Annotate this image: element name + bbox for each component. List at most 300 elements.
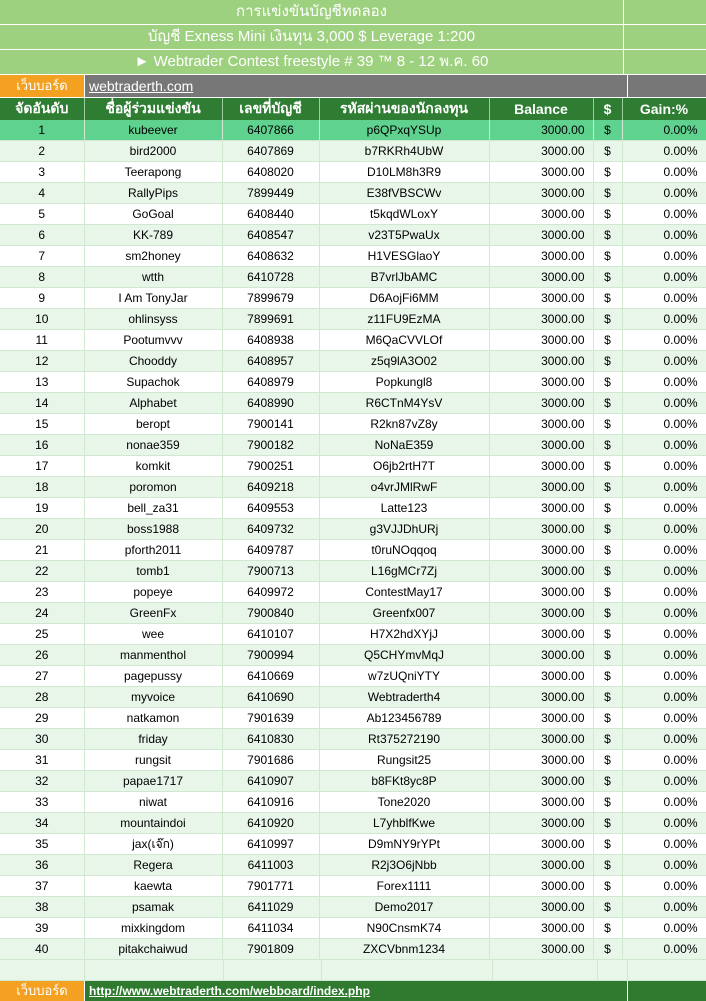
cell-currency[interactable]: $ bbox=[593, 246, 622, 267]
cell-currency[interactable]: $ bbox=[593, 372, 622, 393]
col-password-header[interactable]: รหัสผ่านของนักลงทุน bbox=[319, 98, 489, 120]
cell-balance[interactable]: 3000.00 bbox=[489, 351, 593, 372]
cell-rank[interactable]: 9 bbox=[0, 288, 84, 309]
cell-account[interactable]: 6408440 bbox=[222, 204, 319, 225]
cell-currency[interactable]: $ bbox=[593, 183, 622, 204]
cell-currency[interactable]: $ bbox=[593, 519, 622, 540]
cell-rank[interactable]: 2 bbox=[0, 141, 84, 162]
cell-rank[interactable]: 33 bbox=[0, 792, 84, 813]
cell-gain[interactable]: 0.00% bbox=[622, 477, 706, 498]
cell-password[interactable]: ContestMay17 bbox=[319, 582, 489, 603]
cell-name[interactable]: kubeever bbox=[84, 120, 222, 141]
cell-currency[interactable]: $ bbox=[593, 603, 622, 624]
cell-gain[interactable]: 0.00% bbox=[622, 330, 706, 351]
cell-rank[interactable]: 17 bbox=[0, 456, 84, 477]
cell-account[interactable]: 6410728 bbox=[222, 267, 319, 288]
cell-rank[interactable]: 29 bbox=[0, 708, 84, 729]
cell-password[interactable]: R2kn87vZ8y bbox=[319, 414, 489, 435]
cell-gain[interactable]: 0.00% bbox=[622, 456, 706, 477]
cell-gain[interactable]: 0.00% bbox=[622, 372, 706, 393]
cell-balance[interactable]: 3000.00 bbox=[489, 162, 593, 183]
cell-name[interactable]: wee bbox=[84, 624, 222, 645]
table-row[interactable] bbox=[0, 141, 706, 162]
cell-gain[interactable]: 0.00% bbox=[622, 309, 706, 330]
table-row[interactable] bbox=[0, 645, 706, 666]
cell-currency[interactable]: $ bbox=[593, 708, 622, 729]
cell-currency[interactable]: $ bbox=[593, 120, 622, 141]
cell-balance[interactable]: 3000.00 bbox=[489, 603, 593, 624]
col-rank-header[interactable]: จัดอันดับ bbox=[0, 98, 84, 120]
cell-gain[interactable]: 0.00% bbox=[622, 750, 706, 771]
cell-gain[interactable]: 0.00% bbox=[622, 498, 706, 519]
cell-currency[interactable]: $ bbox=[593, 225, 622, 246]
cell-balance[interactable]: 3000.00 bbox=[489, 666, 593, 687]
cell-balance[interactable]: 3000.00 bbox=[489, 918, 593, 939]
cell-account[interactable]: 6407869 bbox=[222, 141, 319, 162]
cell-currency[interactable]: $ bbox=[593, 666, 622, 687]
cell-name[interactable]: I Am TonyJar bbox=[84, 288, 222, 309]
cell-account[interactable]: 6407866 bbox=[222, 120, 319, 141]
cell-rank[interactable]: 16 bbox=[0, 435, 84, 456]
cell-name[interactable]: poromon bbox=[84, 477, 222, 498]
cell-currency[interactable]: $ bbox=[593, 414, 622, 435]
cell-gain[interactable]: 0.00% bbox=[622, 204, 706, 225]
table-row[interactable] bbox=[0, 162, 706, 183]
cell-currency[interactable]: $ bbox=[593, 645, 622, 666]
cell-rank[interactable]: 13 bbox=[0, 372, 84, 393]
table-row[interactable] bbox=[0, 666, 706, 687]
cell-rank[interactable]: 24 bbox=[0, 603, 84, 624]
cell-password[interactable]: E38fVBSCWv bbox=[319, 183, 489, 204]
cell-rank[interactable]: 38 bbox=[0, 897, 84, 918]
cell-password[interactable]: D10LM8h3R9 bbox=[319, 162, 489, 183]
cell-gain[interactable]: 0.00% bbox=[622, 603, 706, 624]
cell-rank[interactable]: 14 bbox=[0, 393, 84, 414]
cell-account[interactable]: 7900251 bbox=[222, 456, 319, 477]
cell-rank[interactable]: 36 bbox=[0, 855, 84, 876]
cell-name[interactable]: tomb1 bbox=[84, 561, 222, 582]
cell-gain[interactable]: 0.00% bbox=[622, 120, 706, 141]
table-row[interactable] bbox=[0, 918, 706, 939]
cell-gain[interactable]: 0.00% bbox=[622, 645, 706, 666]
table-row[interactable] bbox=[0, 792, 706, 813]
cell-rank[interactable]: 6 bbox=[0, 225, 84, 246]
cell-rank[interactable]: 27 bbox=[0, 666, 84, 687]
cell-balance[interactable]: 3000.00 bbox=[489, 729, 593, 750]
cell-rank[interactable]: 11 bbox=[0, 330, 84, 351]
cell-currency[interactable]: $ bbox=[593, 897, 622, 918]
cell-rank[interactable]: 5 bbox=[0, 204, 84, 225]
cell-currency[interactable]: $ bbox=[593, 456, 622, 477]
cell-rank[interactable]: 34 bbox=[0, 813, 84, 834]
cell-rank[interactable]: 3 bbox=[0, 162, 84, 183]
table-row[interactable] bbox=[0, 288, 706, 309]
cell-password[interactable]: R6CTnM4YsV bbox=[319, 393, 489, 414]
cell-password[interactable]: Rt375272190 bbox=[319, 729, 489, 750]
cell-account[interactable]: 6410830 bbox=[222, 729, 319, 750]
cell-name[interactable]: beropt bbox=[84, 414, 222, 435]
cell-rank[interactable]: 26 bbox=[0, 645, 84, 666]
cell-rank[interactable]: 7 bbox=[0, 246, 84, 267]
cell-balance[interactable]: 3000.00 bbox=[489, 519, 593, 540]
cell-currency[interactable]: $ bbox=[593, 939, 622, 960]
cell-balance[interactable]: 3000.00 bbox=[489, 561, 593, 582]
cell-account[interactable]: 6408020 bbox=[222, 162, 319, 183]
cell-gain[interactable]: 0.00% bbox=[622, 939, 706, 960]
cell-password[interactable]: D6AojFi6MM bbox=[319, 288, 489, 309]
table-row[interactable] bbox=[0, 351, 706, 372]
cell-gain[interactable]: 0.00% bbox=[622, 561, 706, 582]
table-row[interactable] bbox=[0, 456, 706, 477]
col-account-header[interactable]: เลขที่บัญชี bbox=[222, 98, 319, 120]
cell-account[interactable]: 7901809 bbox=[222, 939, 319, 960]
cell-name[interactable]: sm2honey bbox=[84, 246, 222, 267]
table-row[interactable] bbox=[0, 834, 706, 855]
cell-account[interactable]: 7900182 bbox=[222, 435, 319, 456]
cell-balance[interactable]: 3000.00 bbox=[489, 246, 593, 267]
cell-gain[interactable]: 0.00% bbox=[622, 687, 706, 708]
cell-name[interactable]: psamak bbox=[84, 897, 222, 918]
cell-balance[interactable]: 3000.00 bbox=[489, 645, 593, 666]
cell-balance[interactable]: 3000.00 bbox=[489, 225, 593, 246]
cell-account[interactable]: 7900840 bbox=[222, 603, 319, 624]
cell-rank[interactable]: 22 bbox=[0, 561, 84, 582]
cell-name[interactable]: papae1717 bbox=[84, 771, 222, 792]
cell-name[interactable]: Regera bbox=[84, 855, 222, 876]
cell-rank[interactable]: 8 bbox=[0, 267, 84, 288]
table-row[interactable] bbox=[0, 876, 706, 897]
cell-password[interactable]: L16gMCr7Zj bbox=[319, 561, 489, 582]
cell-rank[interactable]: 35 bbox=[0, 834, 84, 855]
cell-account[interactable]: 6410916 bbox=[222, 792, 319, 813]
cell-name[interactable]: jax(เจ๊ก) bbox=[84, 834, 222, 855]
col-balance-header[interactable]: Balance bbox=[489, 98, 593, 120]
cell-account[interactable]: 7901771 bbox=[222, 876, 319, 897]
cell-rank[interactable]: 30 bbox=[0, 729, 84, 750]
cell-currency[interactable]: $ bbox=[593, 876, 622, 897]
cell-currency[interactable]: $ bbox=[593, 288, 622, 309]
cell-password[interactable]: ZXCVbnm1234 bbox=[319, 939, 489, 960]
table-row[interactable] bbox=[0, 687, 706, 708]
cell-account[interactable]: 6411003 bbox=[222, 855, 319, 876]
cell-name[interactable]: Teerapong bbox=[84, 162, 222, 183]
cell-password[interactable]: Q5CHYmvMqJ bbox=[319, 645, 489, 666]
cell-gain[interactable]: 0.00% bbox=[622, 246, 706, 267]
cell-account[interactable]: 6408979 bbox=[222, 372, 319, 393]
cell-currency[interactable]: $ bbox=[593, 267, 622, 288]
table-row[interactable] bbox=[0, 519, 706, 540]
cell-name[interactable]: pforth2011 bbox=[84, 540, 222, 561]
cell-account[interactable]: 6410690 bbox=[222, 687, 319, 708]
cell-name[interactable]: rungsit bbox=[84, 750, 222, 771]
cell-currency[interactable]: $ bbox=[593, 855, 622, 876]
cell-name[interactable]: mixkingdom bbox=[84, 918, 222, 939]
cell-rank[interactable]: 37 bbox=[0, 876, 84, 897]
cell-balance[interactable]: 3000.00 bbox=[489, 834, 593, 855]
cell-password[interactable]: M6QaCVVLOf bbox=[319, 330, 489, 351]
cell-gain[interactable]: 0.00% bbox=[622, 897, 706, 918]
cell-name[interactable]: manmenthol bbox=[84, 645, 222, 666]
cell-rank[interactable]: 25 bbox=[0, 624, 84, 645]
cell-account[interactable]: 7900141 bbox=[222, 414, 319, 435]
cell-currency[interactable]: $ bbox=[593, 729, 622, 750]
cell-account[interactable]: 6408547 bbox=[222, 225, 319, 246]
cell-rank[interactable]: 19 bbox=[0, 498, 84, 519]
cell-gain[interactable]: 0.00% bbox=[622, 225, 706, 246]
cell-name[interactable]: RallyPips bbox=[84, 183, 222, 204]
cell-password[interactable]: B7vrlJbAMC bbox=[319, 267, 489, 288]
footer-webboard-link[interactable]: http://www.webtraderth.com/webboard/index.php bbox=[85, 981, 628, 1001]
cell-gain[interactable]: 0.00% bbox=[622, 666, 706, 687]
cell-account[interactable]: 6411034 bbox=[222, 918, 319, 939]
cell-account[interactable]: 7899691 bbox=[222, 309, 319, 330]
cell-rank[interactable]: 21 bbox=[0, 540, 84, 561]
cell-password[interactable]: v23T5PwaUx bbox=[319, 225, 489, 246]
cell-balance[interactable]: 3000.00 bbox=[489, 288, 593, 309]
cell-currency[interactable]: $ bbox=[593, 141, 622, 162]
cell-balance[interactable]: 3000.00 bbox=[489, 750, 593, 771]
cell-gain[interactable]: 0.00% bbox=[622, 414, 706, 435]
cell-balance[interactable]: 3000.00 bbox=[489, 624, 593, 645]
cell-balance[interactable]: 3000.00 bbox=[489, 540, 593, 561]
cell-account[interactable]: 7899679 bbox=[222, 288, 319, 309]
table-row[interactable] bbox=[0, 729, 706, 750]
cell-name[interactable]: Pootumvvv bbox=[84, 330, 222, 351]
cell-password[interactable]: Ab123456789 bbox=[319, 708, 489, 729]
cell-gain[interactable]: 0.00% bbox=[622, 708, 706, 729]
cell-currency[interactable]: $ bbox=[593, 477, 622, 498]
cell-gain[interactable]: 0.00% bbox=[622, 351, 706, 372]
cell-balance[interactable]: 3000.00 bbox=[489, 855, 593, 876]
cell-currency[interactable]: $ bbox=[593, 624, 622, 645]
cell-account[interactable]: 7901639 bbox=[222, 708, 319, 729]
cell-currency[interactable]: $ bbox=[593, 750, 622, 771]
cell-name[interactable]: pagepussy bbox=[84, 666, 222, 687]
cell-gain[interactable]: 0.00% bbox=[622, 876, 706, 897]
cell-account[interactable]: 6409732 bbox=[222, 519, 319, 540]
cell-gain[interactable]: 0.00% bbox=[622, 435, 706, 456]
cell-gain[interactable]: 0.00% bbox=[622, 813, 706, 834]
cell-name[interactable]: komkit bbox=[84, 456, 222, 477]
cell-account[interactable]: 6410920 bbox=[222, 813, 319, 834]
cell-currency[interactable]: $ bbox=[593, 204, 622, 225]
cell-password[interactable]: H7X2hdXYjJ bbox=[319, 624, 489, 645]
cell-password[interactable]: Rungsit25 bbox=[319, 750, 489, 771]
cell-name[interactable]: pitakchaiwud bbox=[84, 939, 222, 960]
cell-gain[interactable]: 0.00% bbox=[622, 519, 706, 540]
table-row[interactable] bbox=[0, 561, 706, 582]
table-row[interactable] bbox=[0, 603, 706, 624]
cell-password[interactable]: R2j3O6jNbb bbox=[319, 855, 489, 876]
col-name-header[interactable]: ชื่อผู้ร่วมแข่งขัน bbox=[84, 98, 222, 120]
cell-currency[interactable]: $ bbox=[593, 813, 622, 834]
cell-account[interactable]: 7900994 bbox=[222, 645, 319, 666]
cell-currency[interactable]: $ bbox=[593, 918, 622, 939]
cell-name[interactable]: bird2000 bbox=[84, 141, 222, 162]
cell-name[interactable]: natkamon bbox=[84, 708, 222, 729]
col-currency-header[interactable]: $ bbox=[593, 98, 622, 120]
cell-balance[interactable]: 3000.00 bbox=[489, 687, 593, 708]
table-row[interactable] bbox=[0, 624, 706, 645]
cell-password[interactable]: H1VESGlaoY bbox=[319, 246, 489, 267]
cell-rank[interactable]: 23 bbox=[0, 582, 84, 603]
table-row[interactable] bbox=[0, 855, 706, 876]
cell-name[interactable]: GreenFx bbox=[84, 603, 222, 624]
cell-password[interactable]: g3VJJDhURj bbox=[319, 519, 489, 540]
cell-password[interactable]: b7RKRh4UbW bbox=[319, 141, 489, 162]
cell-currency[interactable]: $ bbox=[593, 393, 622, 414]
table-row[interactable] bbox=[0, 939, 706, 960]
cell-password[interactable]: Webtraderth4 bbox=[319, 687, 489, 708]
cell-account[interactable]: 7900713 bbox=[222, 561, 319, 582]
cell-name[interactable]: KK-789 bbox=[84, 225, 222, 246]
cell-password[interactable]: b8FKt8yc8P bbox=[319, 771, 489, 792]
cell-rank[interactable]: 39 bbox=[0, 918, 84, 939]
cell-password[interactable]: z11FU9EzMA bbox=[319, 309, 489, 330]
table-row[interactable] bbox=[0, 582, 706, 603]
cell-gain[interactable]: 0.00% bbox=[622, 183, 706, 204]
cell-name[interactable]: nonae359 bbox=[84, 435, 222, 456]
cell-currency[interactable]: $ bbox=[593, 687, 622, 708]
webboard-link[interactable]: webtraderth.com bbox=[85, 75, 628, 97]
cell-balance[interactable]: 3000.00 bbox=[489, 435, 593, 456]
cell-name[interactable]: GoGoal bbox=[84, 204, 222, 225]
cell-rank[interactable]: 31 bbox=[0, 750, 84, 771]
cell-balance[interactable]: 3000.00 bbox=[489, 897, 593, 918]
table-row[interactable] bbox=[0, 750, 706, 771]
cell-rank[interactable]: 1 bbox=[0, 120, 84, 141]
cell-balance[interactable]: 3000.00 bbox=[489, 204, 593, 225]
cell-account[interactable]: 6408632 bbox=[222, 246, 319, 267]
cell-password[interactable]: Demo2017 bbox=[319, 897, 489, 918]
cell-password[interactable]: NoNaE359 bbox=[319, 435, 489, 456]
cell-currency[interactable]: $ bbox=[593, 792, 622, 813]
cell-gain[interactable]: 0.00% bbox=[622, 918, 706, 939]
cell-gain[interactable]: 0.00% bbox=[622, 288, 706, 309]
cell-password[interactable]: O6jb2rtH7T bbox=[319, 456, 489, 477]
table-row[interactable] bbox=[0, 771, 706, 792]
cell-rank[interactable]: 15 bbox=[0, 414, 84, 435]
cell-name[interactable]: bell_za31 bbox=[84, 498, 222, 519]
cell-balance[interactable]: 3000.00 bbox=[489, 120, 593, 141]
cell-currency[interactable]: $ bbox=[593, 834, 622, 855]
table-row[interactable] bbox=[0, 897, 706, 918]
cell-name[interactable]: Chooddy bbox=[84, 351, 222, 372]
cell-gain[interactable]: 0.00% bbox=[622, 834, 706, 855]
table-row[interactable] bbox=[0, 309, 706, 330]
cell-password[interactable]: L7yhblfKwe bbox=[319, 813, 489, 834]
cell-account[interactable]: 6409553 bbox=[222, 498, 319, 519]
cell-balance[interactable]: 3000.00 bbox=[489, 582, 593, 603]
cell-balance[interactable]: 3000.00 bbox=[489, 330, 593, 351]
table-row[interactable] bbox=[0, 708, 706, 729]
cell-password[interactable]: z5q9lA3O02 bbox=[319, 351, 489, 372]
cell-rank[interactable]: 12 bbox=[0, 351, 84, 372]
cell-password[interactable]: t5kqdWLoxY bbox=[319, 204, 489, 225]
cell-account[interactable]: 6408990 bbox=[222, 393, 319, 414]
cell-gain[interactable]: 0.00% bbox=[622, 141, 706, 162]
cell-gain[interactable]: 0.00% bbox=[622, 792, 706, 813]
cell-name[interactable]: Supachok bbox=[84, 372, 222, 393]
cell-gain[interactable]: 0.00% bbox=[622, 267, 706, 288]
cell-balance[interactable]: 3000.00 bbox=[489, 771, 593, 792]
cell-gain[interactable]: 0.00% bbox=[622, 582, 706, 603]
table-row[interactable] bbox=[0, 435, 706, 456]
cell-rank[interactable]: 28 bbox=[0, 687, 84, 708]
cell-balance[interactable]: 3000.00 bbox=[489, 183, 593, 204]
table-row[interactable] bbox=[0, 498, 706, 519]
cell-currency[interactable]: $ bbox=[593, 309, 622, 330]
cell-account[interactable]: 6411029 bbox=[222, 897, 319, 918]
cell-name[interactable]: myvoice bbox=[84, 687, 222, 708]
cell-gain[interactable]: 0.00% bbox=[622, 771, 706, 792]
cell-password[interactable]: N90CnsmK74 bbox=[319, 918, 489, 939]
cell-account[interactable]: 7901686 bbox=[222, 750, 319, 771]
table-row[interactable] bbox=[0, 225, 706, 246]
cell-rank[interactable]: 40 bbox=[0, 939, 84, 960]
cell-gain[interactable]: 0.00% bbox=[622, 624, 706, 645]
cell-password[interactable]: Greenfx007 bbox=[319, 603, 489, 624]
cell-rank[interactable]: 10 bbox=[0, 309, 84, 330]
cell-currency[interactable]: $ bbox=[593, 540, 622, 561]
cell-password[interactable]: w7zUQniYTY bbox=[319, 666, 489, 687]
cell-account[interactable]: 6410997 bbox=[222, 834, 319, 855]
table-row[interactable] bbox=[0, 204, 706, 225]
cell-password[interactable]: D9mNY9rYPt bbox=[319, 834, 489, 855]
table-row[interactable] bbox=[0, 246, 706, 267]
cell-password[interactable]: Latte123 bbox=[319, 498, 489, 519]
cell-password[interactable]: p6QPxqYSUp bbox=[319, 120, 489, 141]
table-row[interactable] bbox=[0, 813, 706, 834]
table-row[interactable] bbox=[0, 330, 706, 351]
cell-account[interactable]: 6410669 bbox=[222, 666, 319, 687]
cell-password[interactable]: Forex1111 bbox=[319, 876, 489, 897]
cell-gain[interactable]: 0.00% bbox=[622, 393, 706, 414]
cell-balance[interactable]: 3000.00 bbox=[489, 708, 593, 729]
cell-balance[interactable]: 3000.00 bbox=[489, 414, 593, 435]
cell-gain[interactable]: 0.00% bbox=[622, 729, 706, 750]
cell-balance[interactable]: 3000.00 bbox=[489, 393, 593, 414]
table-row[interactable] bbox=[0, 540, 706, 561]
cell-balance[interactable]: 3000.00 bbox=[489, 141, 593, 162]
cell-currency[interactable]: $ bbox=[593, 330, 622, 351]
cell-currency[interactable]: $ bbox=[593, 582, 622, 603]
cell-account[interactable]: 6410907 bbox=[222, 771, 319, 792]
cell-account[interactable]: 7899449 bbox=[222, 183, 319, 204]
cell-gain[interactable]: 0.00% bbox=[622, 162, 706, 183]
cell-name[interactable]: kaewta bbox=[84, 876, 222, 897]
cell-name[interactable]: ohlinsyss bbox=[84, 309, 222, 330]
cell-rank[interactable]: 20 bbox=[0, 519, 84, 540]
cell-account[interactable]: 6409787 bbox=[222, 540, 319, 561]
cell-name[interactable]: wtth bbox=[84, 267, 222, 288]
table-row[interactable] bbox=[0, 372, 706, 393]
cell-balance[interactable]: 3000.00 bbox=[489, 792, 593, 813]
cell-currency[interactable]: $ bbox=[593, 561, 622, 582]
table-row[interactable] bbox=[0, 393, 706, 414]
cell-rank[interactable]: 18 bbox=[0, 477, 84, 498]
cell-balance[interactable]: 3000.00 bbox=[489, 456, 593, 477]
cell-currency[interactable]: $ bbox=[593, 351, 622, 372]
table-row[interactable] bbox=[0, 414, 706, 435]
cell-balance[interactable]: 3000.00 bbox=[489, 309, 593, 330]
cell-balance[interactable]: 3000.00 bbox=[489, 267, 593, 288]
cell-balance[interactable]: 3000.00 bbox=[489, 372, 593, 393]
cell-name[interactable]: mountaindoi bbox=[84, 813, 222, 834]
col-gain-header[interactable]: Gain:% bbox=[622, 98, 706, 120]
table-row[interactable] bbox=[0, 183, 706, 204]
cell-balance[interactable]: 3000.00 bbox=[489, 939, 593, 960]
